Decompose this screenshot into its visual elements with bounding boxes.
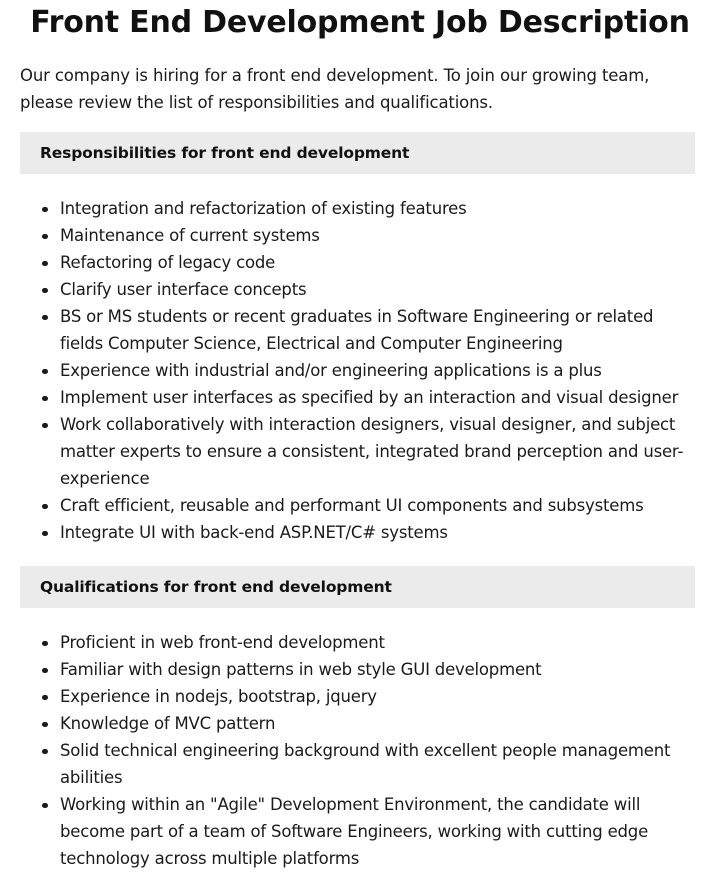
responsibility-item: Refactoring of legacy code (60, 249, 695, 276)
responsibility-item: Work collaboratively with interaction designers, visual designer, and subject matter experts to ensure a consistent, integrated brand perception and user-experience (60, 411, 695, 492)
responsibility-item: Experience with industrial and/or engineering applications is a plus (60, 357, 695, 384)
responsibility-item: Integration and refactorization of existing features (60, 195, 695, 222)
intro-paragraph: Our company is hiring for a front end development. To join our growing team, please review the list of responsibilities and qualifications. (20, 66, 650, 112)
responsibility-item: Maintenance of current systems (60, 222, 695, 249)
qualifications-heading: Qualifications for front end development (20, 566, 695, 608)
responsibilities-heading: Responsibilities for front end development (20, 132, 695, 174)
page-title: Front End Development Job Description (30, 5, 690, 40)
qualification-item: Working within an "Agile" Development Environment, the candidate will become part of a team of Software Engineers, working with cutting edge technology across multiple platforms (60, 791, 695, 872)
responsibilities-list (20, 195, 695, 546)
responsibility-item: Craft efficient, reusable and performant UI components and subsystems (60, 492, 695, 519)
qualification-item: Familiar with design patterns in web style GUI development (60, 656, 695, 683)
responsibility-item: Implement user interfaces as specified by an interaction and visual designer (60, 384, 695, 411)
responsibility-item: Clarify user interface concepts (60, 276, 695, 303)
qualification-item: Proficient in web front-end development (60, 629, 695, 656)
qualification-item: Experience in nodejs, bootstrap, jquery (60, 683, 695, 710)
qualification-item: Solid technical engineering background with excellent people management abilities (60, 737, 695, 791)
responsibility-item: BS or MS students or recent graduates in Software Engineering or related fields Computer Science, Electrical and Computer Engineering (60, 303, 695, 357)
qualification-item: Knowledge of MVC pattern (60, 710, 695, 737)
responsibility-item: Integrate UI with back-end ASP.NET/C# systems (60, 519, 695, 546)
qualifications-list (20, 629, 695, 872)
